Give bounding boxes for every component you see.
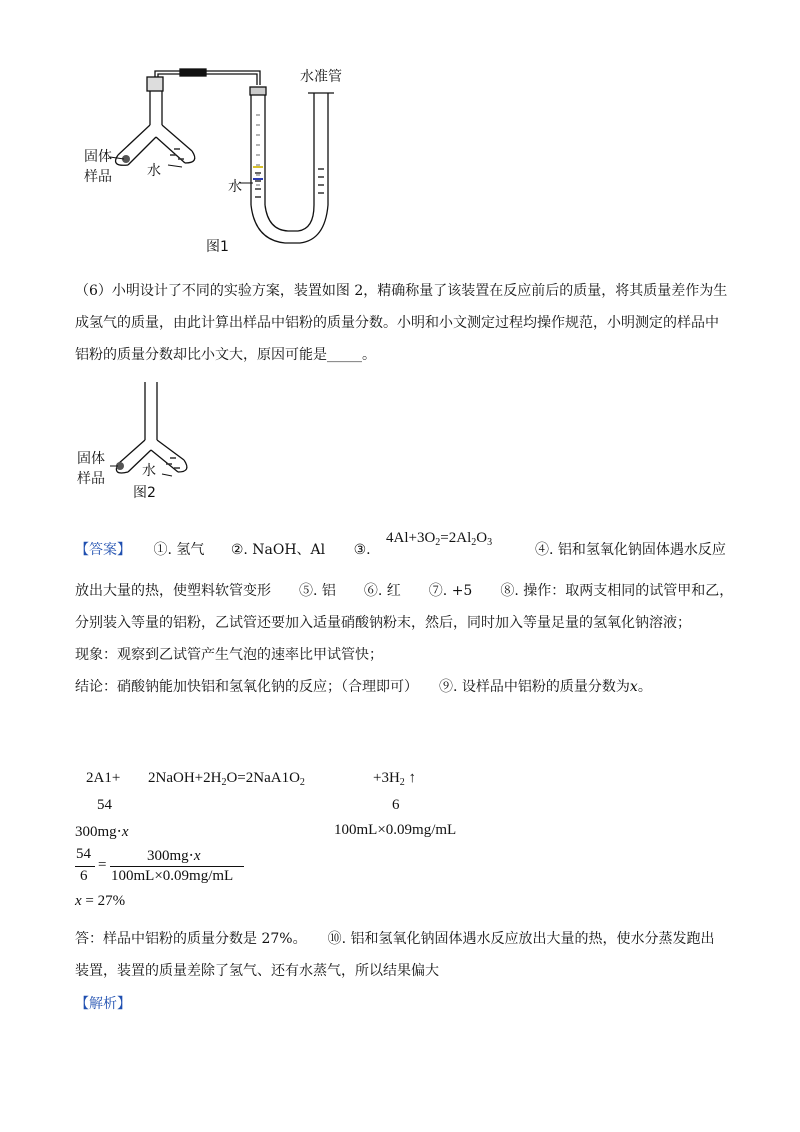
eq-fraction-bar-right (110, 866, 244, 867)
eq-mid-a: 2NaOH+2H (148, 770, 222, 786)
eq-ratio-num-right (147, 846, 200, 865)
conclusion-line2: 装置，装置的质量差除了氢气、还有水蒸气，所以结果偏大 (75, 963, 439, 979)
eq-ratio-num-right-text: 300mg⋅ (147, 848, 194, 864)
answer-line5 (75, 677, 652, 697)
eq-reaction-middle: $2NaOH+2H_2O=2NaA1O_2$ (148, 770, 305, 788)
fig2-label-sample: 样品 (77, 471, 105, 487)
fig1-label-sample: 样品 (84, 169, 112, 185)
eq-reaction-left: 2A1+ (86, 770, 121, 786)
fig2-caption: 图2 (133, 485, 156, 501)
answer-line5-text: 结论：硝酸钠能加快铝和氢氧化钠的反应；（合理即可） ⑨. 设样品中铝粉的质量分数为 (75, 679, 630, 695)
answer-item3: ③. (353, 542, 371, 558)
answer-equation-aluminum-oxide: $4Al+3O_2=2Al_2O_3$ (386, 530, 493, 548)
answer-line5-var: x (629, 679, 638, 695)
fig1-label-water-left: 水 (147, 163, 161, 179)
eq-result-val: = 27% (81, 893, 126, 909)
fig2-label-water: 水 (142, 463, 156, 479)
answer-line5-end: 。 (637, 679, 652, 695)
eq-fraction-bar-left (75, 866, 95, 867)
fig2-label-solid: 固体 (77, 451, 105, 467)
answer-line3: 分别装入等量的铝粉，乙试管还要加入适量硝酸钠粉末，然后，同时加入等量足量的氢氧化钠溶液； (75, 615, 691, 631)
answer-tag: 【答案】 (75, 542, 131, 558)
answer-item2: ②. NaOH、Al (230, 542, 326, 558)
eq-ratio-num-left: 54 (76, 846, 91, 862)
eq-right: +3H (373, 770, 400, 786)
eq-ratio-num-right-var: x (193, 848, 201, 864)
conclusion-line1: 答：样品中铝粉的质量分数是 27%。 ⑩. 铝和氢氧化钠固体遇水反应放出大量的热，使水分蒸发跑出 (75, 931, 715, 947)
question6-line2: 成氢气的质量，由此计算出样品中铝粉的质量分数。小明和小文测定过程均操作规范，小明测定的样品中 (75, 315, 719, 331)
eq-result (75, 893, 125, 910)
answer-line1 (75, 540, 371, 560)
question6-line1: （6）小明设计了不同的实验方案，装置如图 2，精确称量了该装置在反应前后的质量，将其质量差作为生 (75, 283, 728, 299)
eq-mid-b: O=2NaA1O (226, 770, 300, 786)
question6-line3: 铝粉的质量分数却比小文大，原因可能是_____。 (75, 347, 376, 363)
fig1-label-water-gauge: 水准管 (300, 69, 342, 85)
analysis-tag: 【解析】 (75, 996, 131, 1012)
answer-item4: ④. 铝和氢氧化钠固体遇水反应 (535, 542, 726, 558)
eq-mass-al: 54 (97, 797, 112, 813)
eq-ratio-den-left: 6 (80, 868, 88, 884)
eq-reaction-right: $+3H_2$ ↑ (373, 770, 417, 788)
eq-ratio-equals: = (98, 857, 107, 873)
eq-arrow: ↑ (408, 770, 417, 786)
answer-item1: ①. 氢气 (153, 542, 205, 558)
eq-result-var: x (75, 893, 82, 909)
fig1-label-solid: 固体 (84, 149, 112, 165)
eq-given-h2: 100mL×0.09mg/mL (334, 822, 457, 838)
figure1-apparatus (70, 55, 400, 255)
eq-given-al-var: x (121, 824, 129, 840)
answer-line2: 放出大量的热，使塑料软管变形 ⑤. 铝 ⑥. 红 ⑦. +5 ⑧. 操作：取两支相同的试管甲和乙， (75, 583, 734, 599)
eq-given-al (75, 822, 128, 841)
fig1-caption: 图1 (206, 239, 229, 255)
fig1-label-water-tube: 水 (228, 179, 242, 195)
eq-ratio-den-right: 100mL×0.09mg/mL (111, 868, 234, 884)
answer-line4: 现象：观察到乙试管产生气泡的速率比甲试管快； (75, 647, 383, 663)
eq-mass-h2: 6 (392, 797, 400, 813)
eq-given-al-text: 300mg⋅ (75, 824, 122, 840)
